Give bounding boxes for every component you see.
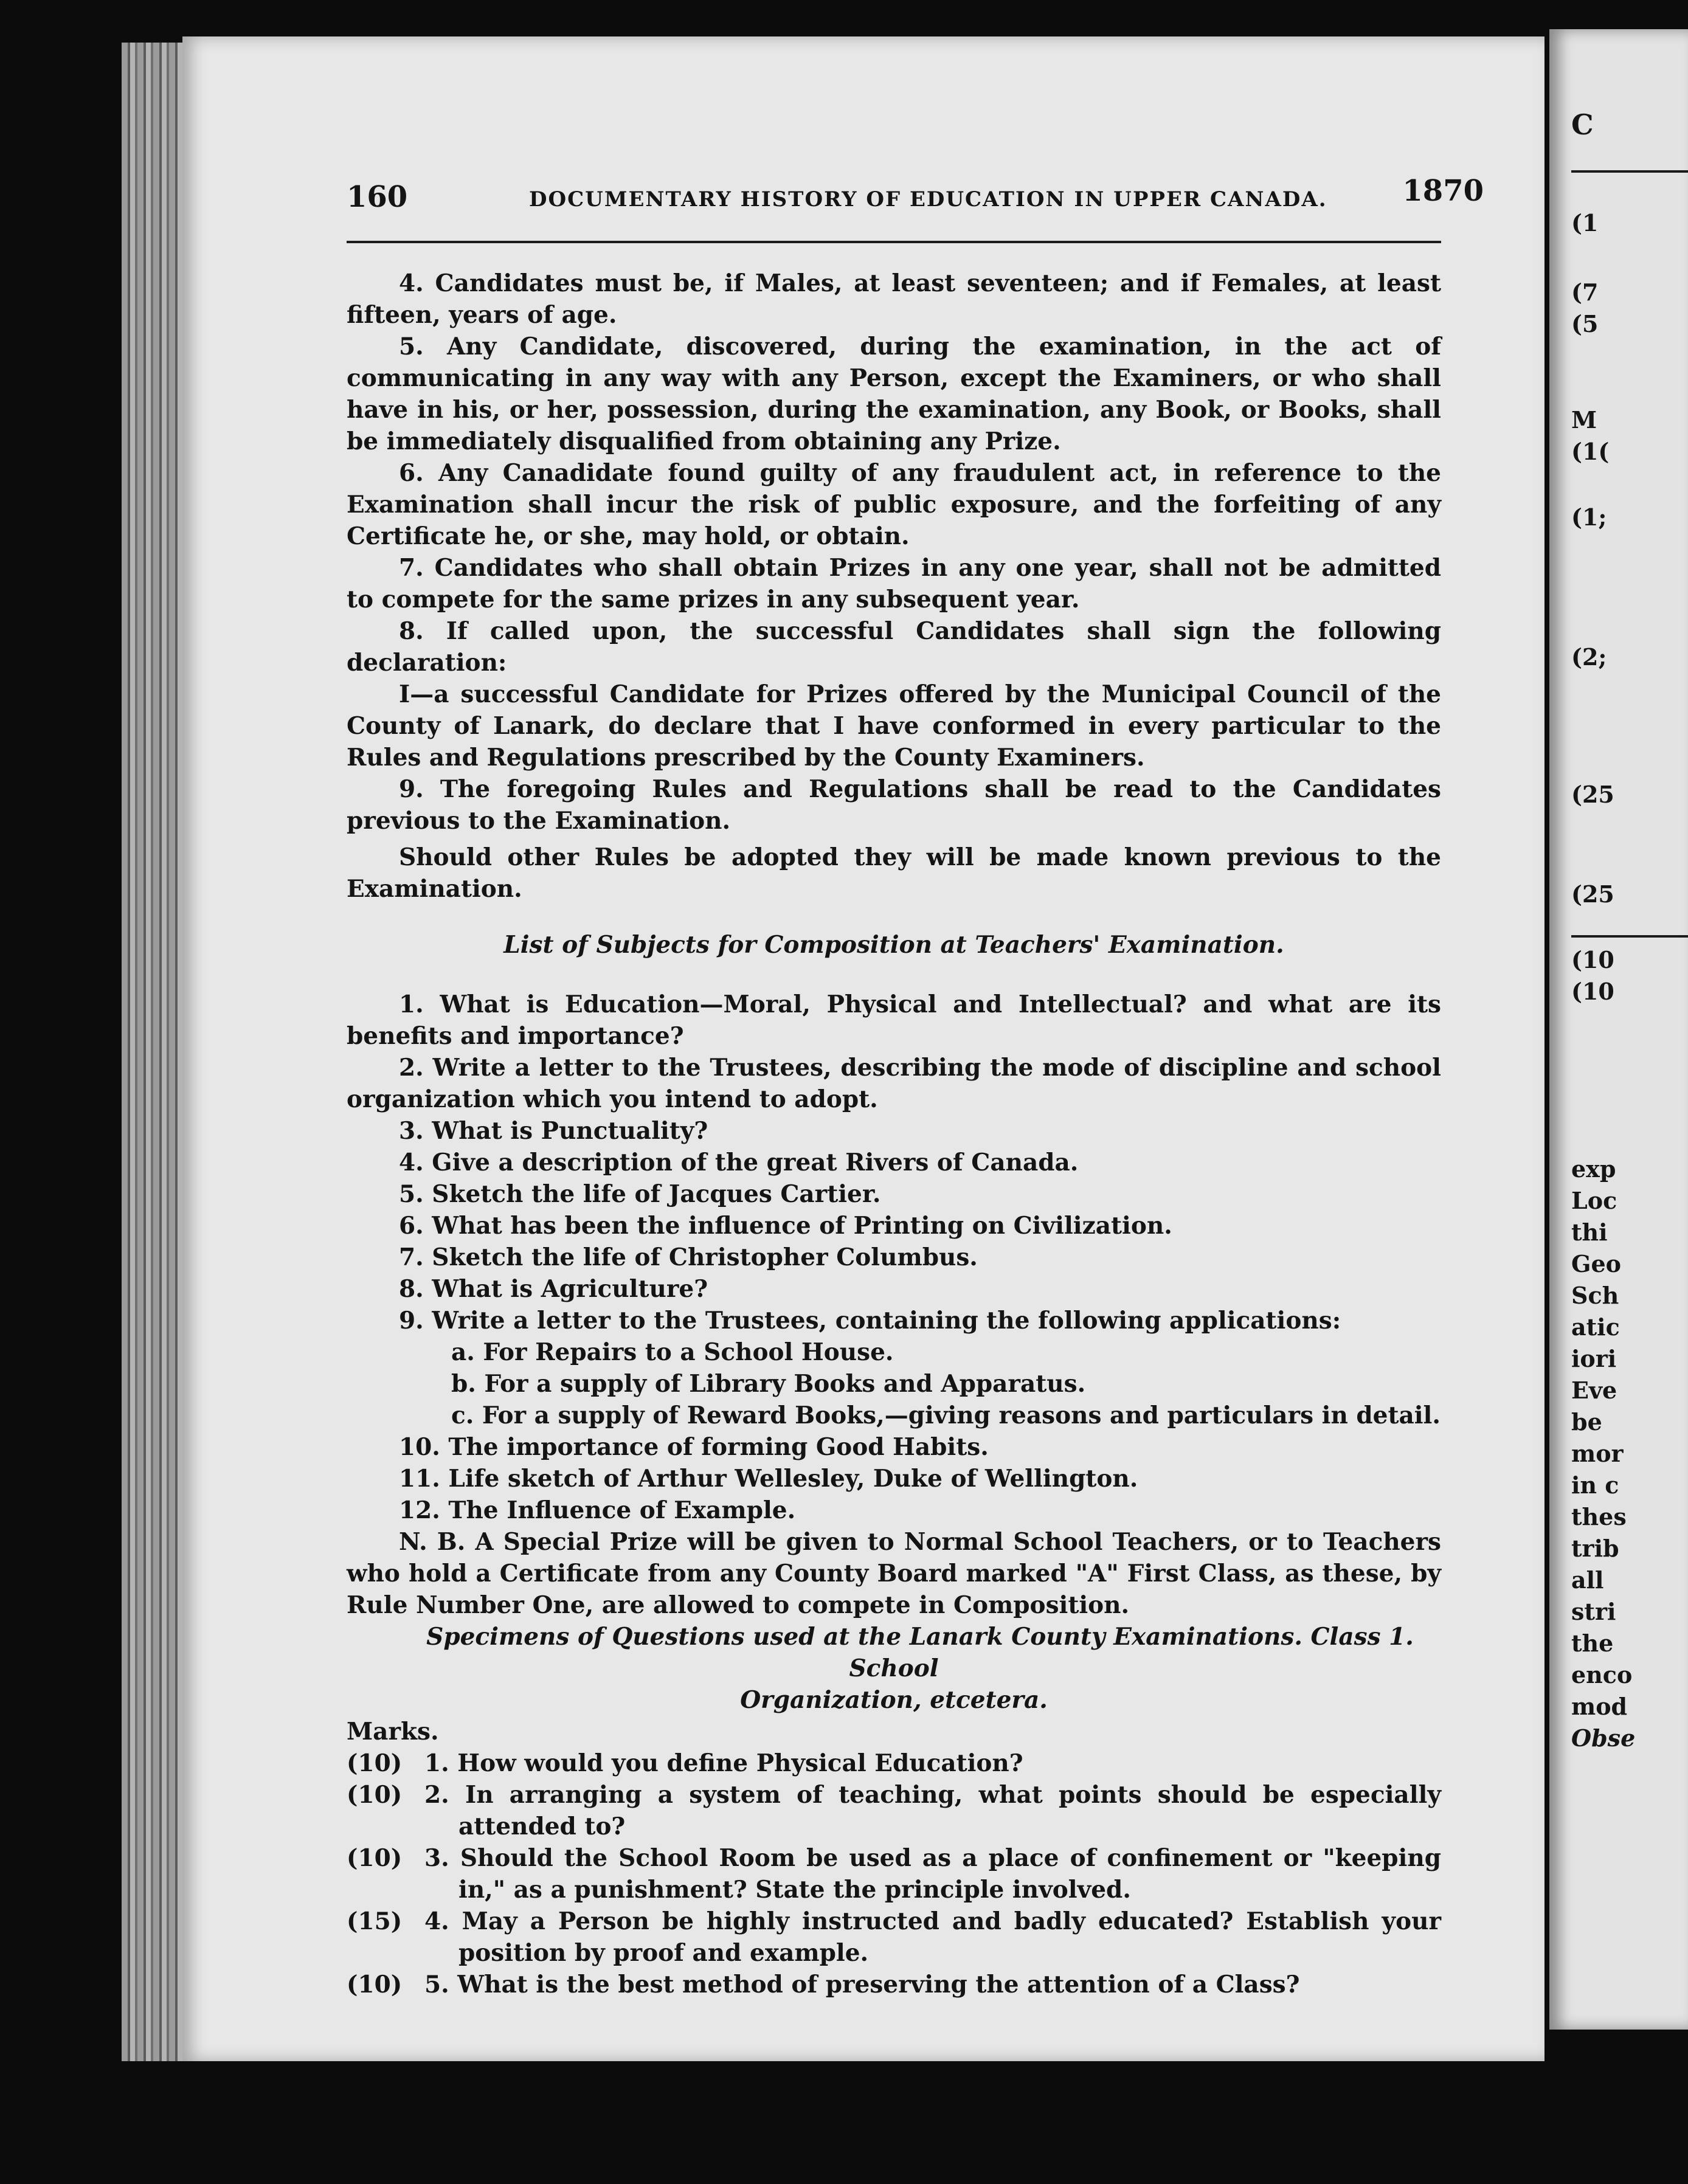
adjacent-text-fragment: Geo xyxy=(1571,1250,1621,1277)
adjacent-text-fragment: (1 xyxy=(1571,209,1599,237)
page-number: 160 xyxy=(347,180,408,214)
composition-item: 5. Sketch the life of Jacques Cartier. xyxy=(399,1180,881,1208)
composition-item: 7. Sketch the life of Christopher Columbus. xyxy=(399,1243,978,1271)
adjacent-text-fragment: Sch xyxy=(1571,1282,1619,1309)
composition-sub-item: c. For a supply of Reward Books,—giving reasons and particulars in detail. xyxy=(451,1401,1441,1429)
adjacent-text-fragment: Eve xyxy=(1571,1377,1617,1404)
composition-item: 10. The importance of forming Good Habits. xyxy=(399,1433,989,1461)
adjacent-text-fragment: in c xyxy=(1571,1471,1619,1499)
question-text: 4. May a Person be highly instructed and badly educated? Establish your position by proof and example. xyxy=(424,1907,1441,1967)
adjacent-text-fragment: (25 xyxy=(1571,880,1614,908)
adjacent-text-fragment: stri xyxy=(1571,1598,1616,1625)
composition-heading: List of Subjects for Composition at Teachers' Examination. xyxy=(503,931,1284,959)
question-mark: (10) xyxy=(347,1749,403,1777)
rule-9: 9. The foregoing Rules and Regulations shall be read to the Candidates previous to the Examination. xyxy=(347,775,1441,835)
adjacent-text-fragment: (10 xyxy=(1571,978,1614,1005)
composition-sub-item: b. For a supply of Library Books and Apparatus. xyxy=(451,1370,1086,1398)
composition-item: 4. Give a description of the great Rivers of Canada. xyxy=(399,1149,1079,1177)
question-text: 2. In arranging a system of teaching, what points should be especially attended to? xyxy=(424,1781,1441,1840)
running-head xyxy=(347,140,1502,237)
book-page-edges xyxy=(122,43,189,2061)
specimens-heading-line1: Specimens of Questions used at the Lanark County Examinations. Class 1. School xyxy=(426,1623,1414,1682)
adjacent-rule xyxy=(1571,935,1688,938)
adjacent-text-fragment: thi xyxy=(1571,1218,1608,1246)
adjacent-text-fragment: enco xyxy=(1571,1661,1633,1688)
question-mark: (10) xyxy=(347,1781,403,1809)
question-mark: (10) xyxy=(347,1971,403,1999)
adjacent-text-fragment: all xyxy=(1571,1566,1604,1594)
header-rule xyxy=(347,241,1441,243)
rule-4: 4. Candidates must be, if Males, at least seventeen; and if Females, at least fifteen, years of age. xyxy=(347,269,1441,329)
rule-6: 6. Any Canadidate found guilty of any fraudulent act, in reference to the Examination shall incur the risk of public exposure, and the forfeiting of any Certificate he, or she, may hold, or obtain. xyxy=(347,459,1441,550)
question-text: 1. How would you define Physical Education? xyxy=(424,1749,1023,1777)
rule-7: 7. Candidates who shall obtain Prizes in any one year, shall not be admitted to compete for the same prizes in any subsequent year. xyxy=(347,554,1441,613)
question-row xyxy=(347,1747,1441,1779)
adjacent-text-fragment: mor xyxy=(1571,1440,1624,1467)
adjacent-page-fragment xyxy=(1549,29,1688,2030)
body-text xyxy=(347,268,1441,2000)
rule-5: 5. Any Candidate, discovered, during the examination, in the act of communicating in any way with any Person, except the Examiners, or who shall have in his, or her, possession, during the examination, any Book, or Books, shall be immediately disqualified from obtaining any Prize. xyxy=(347,333,1441,455)
composition-item: 9. Write a letter to the Trustees, containing the following applications: xyxy=(399,1307,1341,1335)
adjacent-text-fragment: (10 xyxy=(1571,946,1614,973)
question-mark: (15) xyxy=(347,1907,403,1935)
other-rules-note: Should other Rules be adopted they will be made known previous to the Examination. xyxy=(347,843,1441,903)
header-year: 1870 xyxy=(1402,174,1484,208)
adjacent-text-fragment: be xyxy=(1571,1408,1602,1436)
composition-sub-item: a. For Repairs to a School House. xyxy=(451,1338,894,1366)
marks-label: Marks. xyxy=(347,1718,439,1746)
question-mark: (10) xyxy=(347,1844,403,1872)
question-row xyxy=(347,1906,1441,1969)
composition-item: 12. The Influence of Example. xyxy=(399,1496,796,1524)
adjacent-text-fragment: thes xyxy=(1571,1503,1627,1530)
adjacent-text-fragment: (1( xyxy=(1571,438,1610,465)
adjacent-text-fragment: atic xyxy=(1571,1313,1620,1341)
adjacent-text-fragment: the xyxy=(1571,1629,1614,1657)
adjacent-text-fragment: exp xyxy=(1571,1155,1616,1183)
question-text: 3. Should the School Room be used as a place of confinement or "keeping in," as a punishment? State the principle involved. xyxy=(424,1844,1441,1904)
adjacent-text-fragment: M xyxy=(1571,406,1597,434)
book-page xyxy=(182,36,1544,2061)
adjacent-text-fragment: iori xyxy=(1571,1345,1617,1372)
composition-item: 6. What has been the influence of Printing on Civilization. xyxy=(399,1212,1172,1240)
rule-8: 8. If called upon, the successful Candidates shall sign the following declaration: xyxy=(347,617,1441,677)
nb-note: N. B. A Special Prize will be given to Normal School Teachers, or to Teachers who hold a Certificate from any County Board marked "A" First Class, as these, by Rule Number One, are allowed to compete in Composition. xyxy=(347,1528,1441,1619)
adjacent-text-fragment: C xyxy=(1571,108,1594,141)
adjacent-text-fragment: Loc xyxy=(1571,1187,1617,1214)
composition-item: 8. What is Agriculture? xyxy=(399,1275,708,1303)
adjacent-header-rule xyxy=(1571,170,1688,173)
question-row xyxy=(347,1779,1441,1842)
adjacent-text-fragment: mod xyxy=(1571,1693,1628,1720)
composition-item: 2. Write a letter to the Trustees, describing the mode of discipline and school organization which you intend to adopt. xyxy=(347,1054,1441,1113)
composition-item: 1. What is Education—Moral, Physical and Intellectual? and what are its benefits and importance? xyxy=(347,990,1441,1050)
adjacent-text-fragment: trib xyxy=(1571,1535,1619,1562)
adjacent-text-fragment: (5 xyxy=(1571,310,1599,337)
composition-item: 3. What is Punctuality? xyxy=(399,1117,708,1145)
question-row xyxy=(347,1842,1441,1906)
question-row xyxy=(347,1969,1441,2000)
specimens-heading-line2: Organization, etcetera. xyxy=(740,1686,1048,1714)
adjacent-text-fragment: (25 xyxy=(1571,781,1614,808)
question-text: 5. What is the best method of preserving the attention of a Class? xyxy=(424,1971,1300,1999)
adjacent-text-fragment: (7 xyxy=(1571,278,1599,306)
declaration: I—a successful Candidate for Prizes offered by the Municipal Council of the County of Lanark, do declare that I have conformed in every particular to the Rules and Regulations prescribed by the County Examiners. xyxy=(347,680,1441,772)
adjacent-text-fragment: (2; xyxy=(1571,643,1607,671)
running-title: DOCUMENTARY HISTORY OF EDUCATION IN UPPER CANADA. xyxy=(529,187,1327,212)
composition-item: 11. Life sketch of Arthur Wellesley, Duke of Wellington. xyxy=(399,1465,1138,1493)
adjacent-text-fragment: (1; xyxy=(1571,503,1607,531)
adjacent-text-fragment: Obse xyxy=(1571,1724,1636,1752)
